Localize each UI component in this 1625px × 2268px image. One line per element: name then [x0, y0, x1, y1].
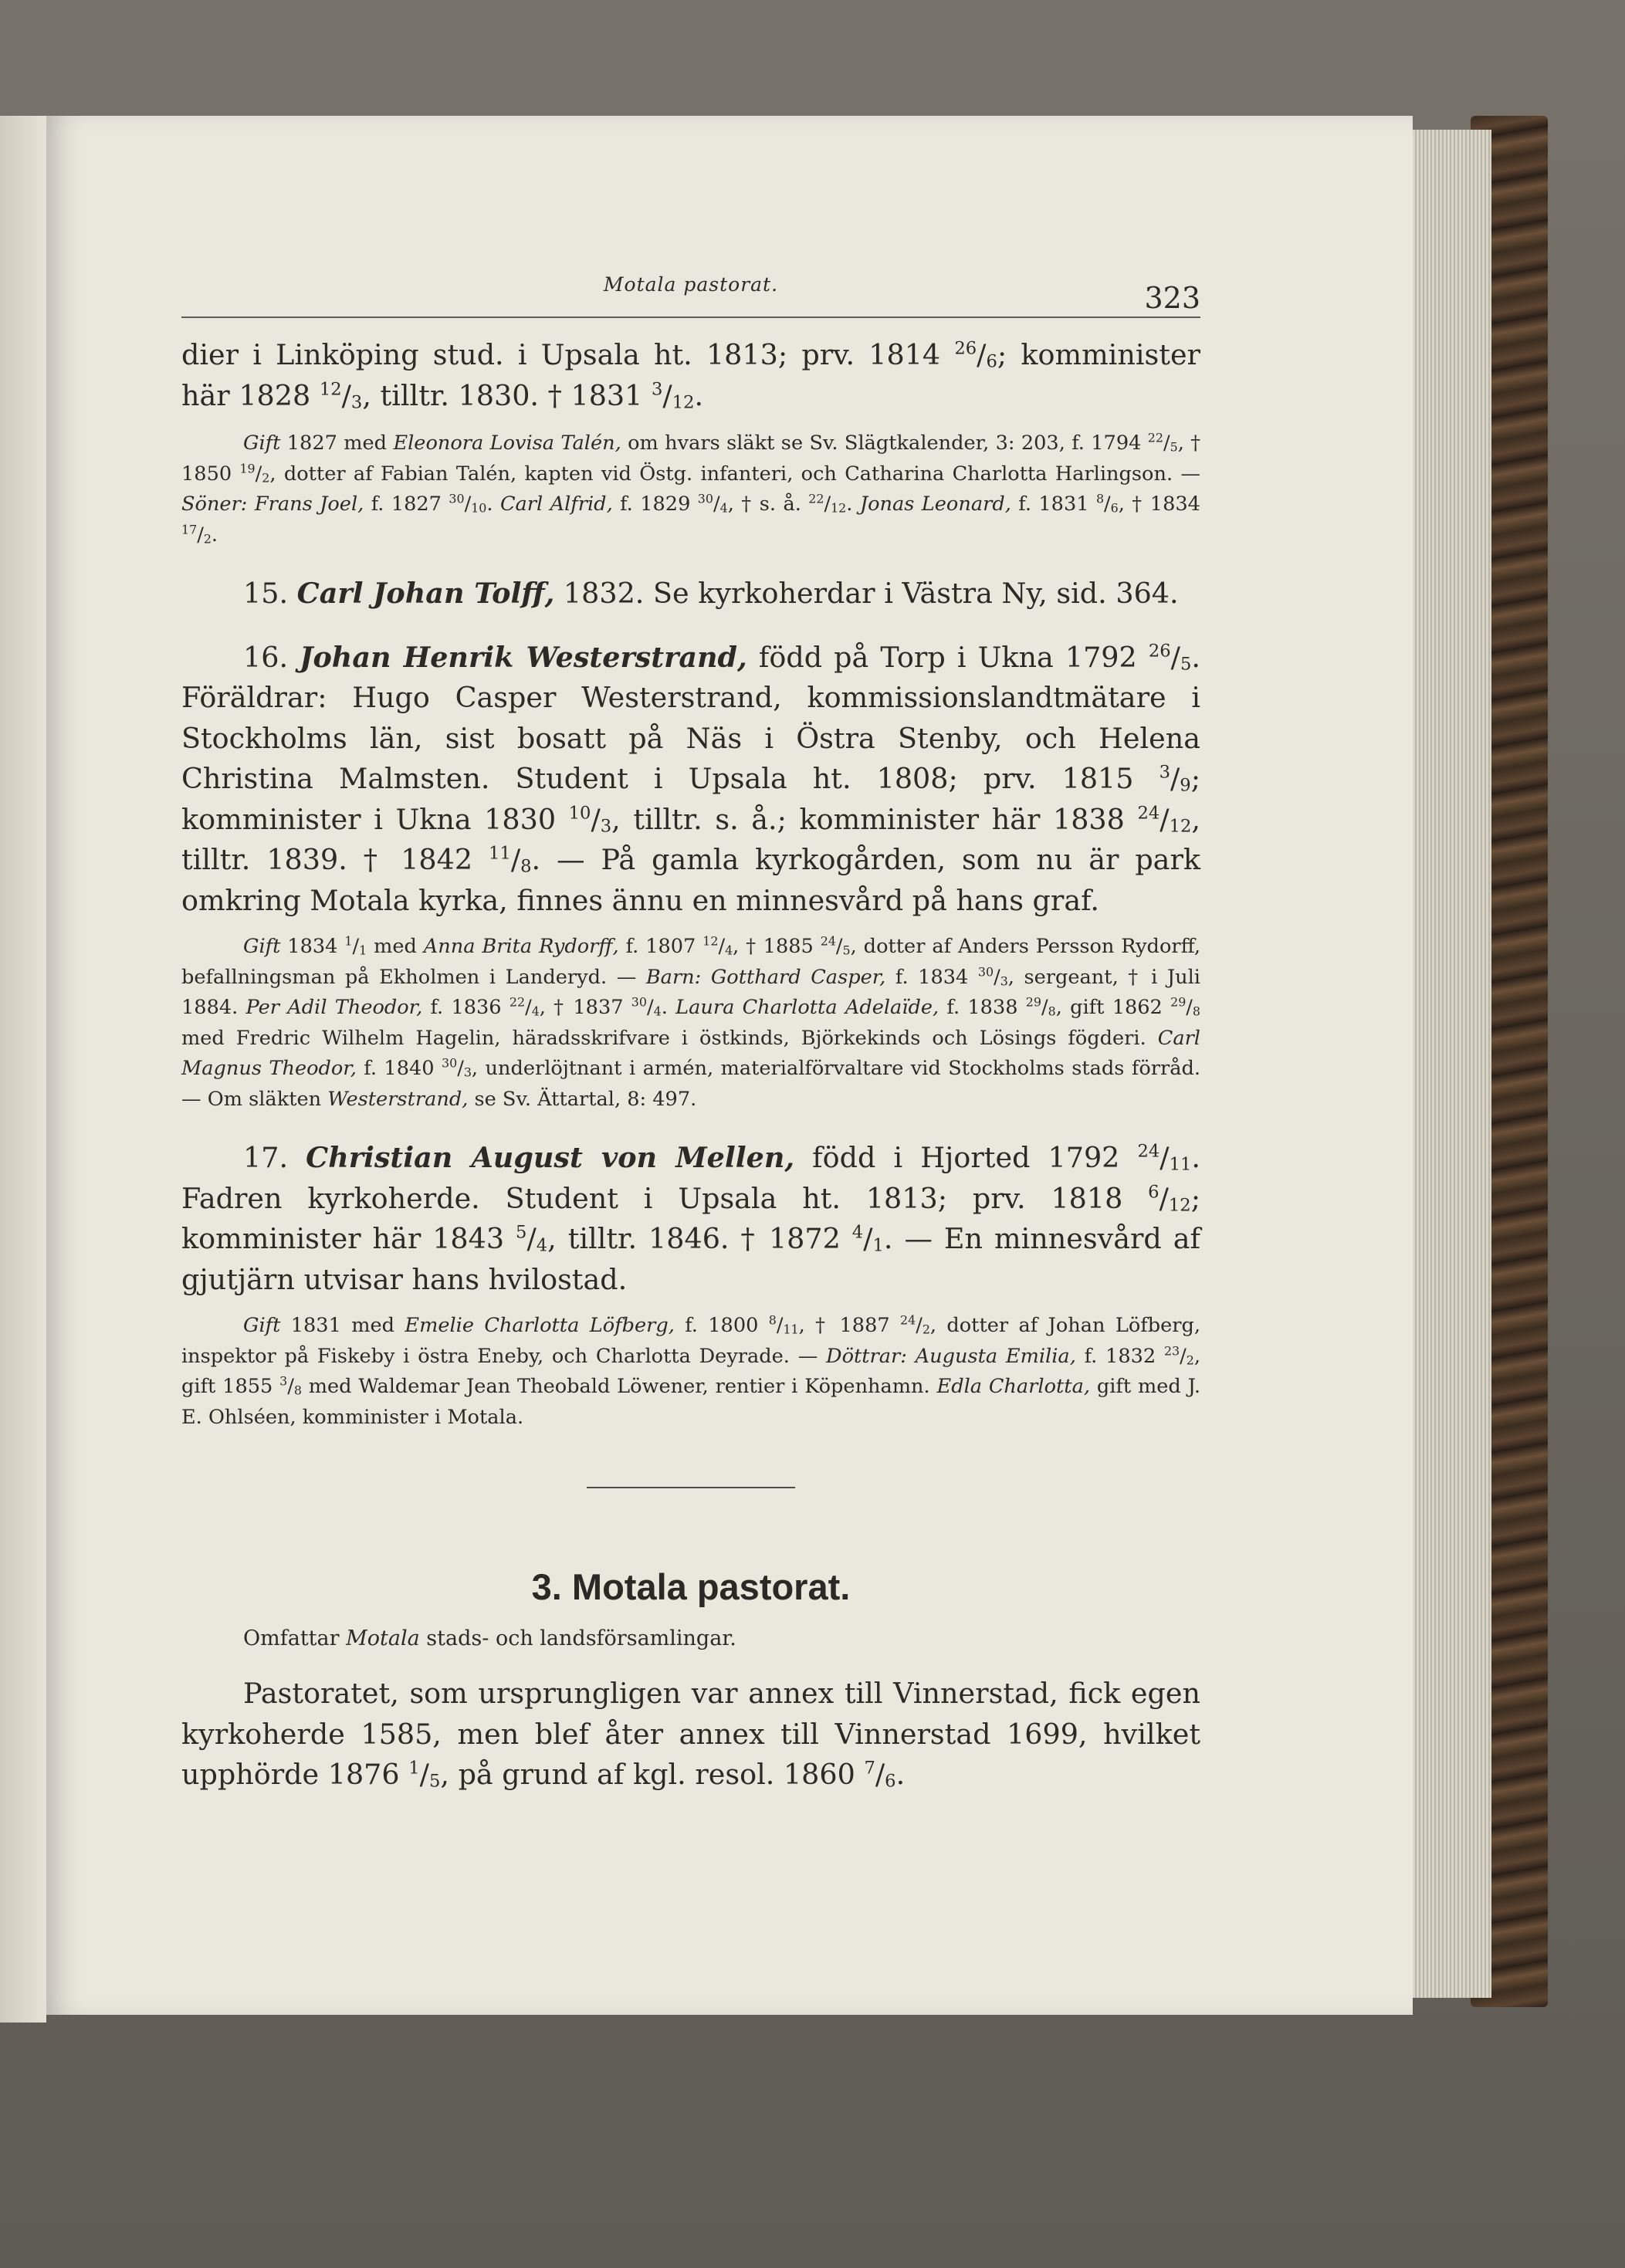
section-divider: [587, 1487, 795, 1488]
note-marriage-1: Gift 1827 med Eleonora Lovisa Talén, om hvars släkt se Sv. Slägtkalender, 3: 203, f. 1794 $^{22}/_5$, † 1850 $^{19}/_2$, dotter af Fabian Talén, kapten vid Östg. infanteri, och Catharina Charlotta Harlingson. — Söner: Frans Joel, f. 1827 $^{30}/_{10}$. Carl Alfrid, f. 1829 $^{30}/_4$, † s. å. $^{22}/_{12}$. Jonas Leonard, f. 1831 $^8/_6$, † 1834 $^{17}/_2$.: [181, 430, 1200, 547]
note-marriage-3: Gift 1831 med Emelie Charlotta Löfberg, f. 1800 $^8/_{11}$, † 1887 $^{24}/_2$, dotter af Johan Löfberg, inspektor på Fiskeby i östra Eneby, och Charlotta Deyrade. — Döttrar: Augusta Emilia, f. 1832 $^{23}/_2$, gift 1855 $^3/_8$ med Waldemar Jean Theobald Löwener, rentier i Köpenhamn. Edla Charlotta, gift med J. E. Ohlséen, komminister i Motala.: [181, 1312, 1201, 1429]
section-title: 3. Motala pastorat.: [531, 1566, 851, 1607]
page-edges: [1405, 130, 1491, 1998]
entry-16-name: Johan Henrik Westerstrand,: [300, 640, 747, 674]
page-number: 323: [1144, 281, 1200, 315]
facing-page-edge: [0, 116, 46, 2023]
entry-15-name: Carl Johan Tolff,: [296, 577, 555, 610]
page-content: [181, 262, 1200, 1796]
section-paragraph: Pastoratet, som ursprungligen var annex till Vinnerstad, fick egen kyrkoherde 1585, men blef åter annex till Vinnerstad 1699, hvilket upphörde 1876 $^1/_5$, på grund af kgl. resol. 1860 $^7/_6$.: [181, 1677, 1200, 1792]
entry-17: 17. Christian August von Mellen, född i Hjorted 1792 $^{24}/_{11}$. Fadren kyrkoherde. Student i Upsala ht. 1813; prv. 1818 $^6/_{12}$; komminister här 1843 $^5/_4$, tilltr. 1846. † 1872 $^4/_1$. — En minnesvård af gjutjärn utvisar hans hvilostad.: [181, 1141, 1200, 1296]
entry-16: 16. Johan Henrik Westerstrand, född på Torp i Ukna 1792 $^{26}/_5$. Föräldrar: Hugo Casper Westerstrand, kommissionslandtmätare i Stockholms län, sist bosatt på Näs i Östra Stenby, och Helena Christina Malmsten. Student i Upsala ht. 1808; prv. 1815 $^3/_9$; komminister i Ukna 1830 $^{10}/_3$, tilltr. s. å.; komminister här 1838 $^{24}/_{12}$, tilltr. 1839. † 1842 $^{11}/_8$. — På gamla kyrkogården, som nu är park omkring Motala kyrka, finnes ännu en minnesvård på hans graf.: [181, 640, 1201, 917]
paragraph-14-continued: dier i Linköping stud. i Upsala ht. 1813; prv. 1814 $^{26}/_6$; komminister här 1828 $^{12}/_3$, tilltr. 1830. † 1831 $^3/_{12}$.: [181, 338, 1200, 412]
entry-15: 15. Carl Johan Tolff, 1832. Se kyrkoherdar i Västra Ny, sid. 364.: [243, 577, 1179, 610]
running-title: Motala pastorat.: [603, 273, 779, 296]
note-marriage-2: Gift 1834 $^1/_1$ med Anna Brita Rydorff, f. 1807 $^{12}/_4$, † 1885 $^{24}/_5$, dotter af Anders Persson Rydorff, befallningsman på Ekholmen i Landeryd. — Barn: Gotthard Casper, f. 1834 $^{30}/_3$, sergeant, † i Juli 1884. Per Adil Theodor, f. 1836 $^{22}/_4$, † 1837 $^{30}/_4$. Laura Charlotta Adelaïde, f. 1838 $^{29}/_8$, gift 1862 $^{29}/_8$ med Fredric Wilhelm Hagelin, häradsskrifvare i östkinds, Björkekinds och Lösings fögderi. Carl Magnus Theodor, f. 1840 $^{30}/_3$, underlöjtnant i armén, materialförvaltare vid Stockholms stads förråd. — Om släkten Westerstrand, se Sv. Ättartal, 8: 497.: [181, 933, 1201, 1111]
section-subtitle: Omfattar Motala stads- och landsförsamlingar.: [243, 1627, 736, 1650]
running-head: [181, 262, 1200, 318]
entry-17-name: Christian August von Mellen,: [306, 1141, 795, 1174]
